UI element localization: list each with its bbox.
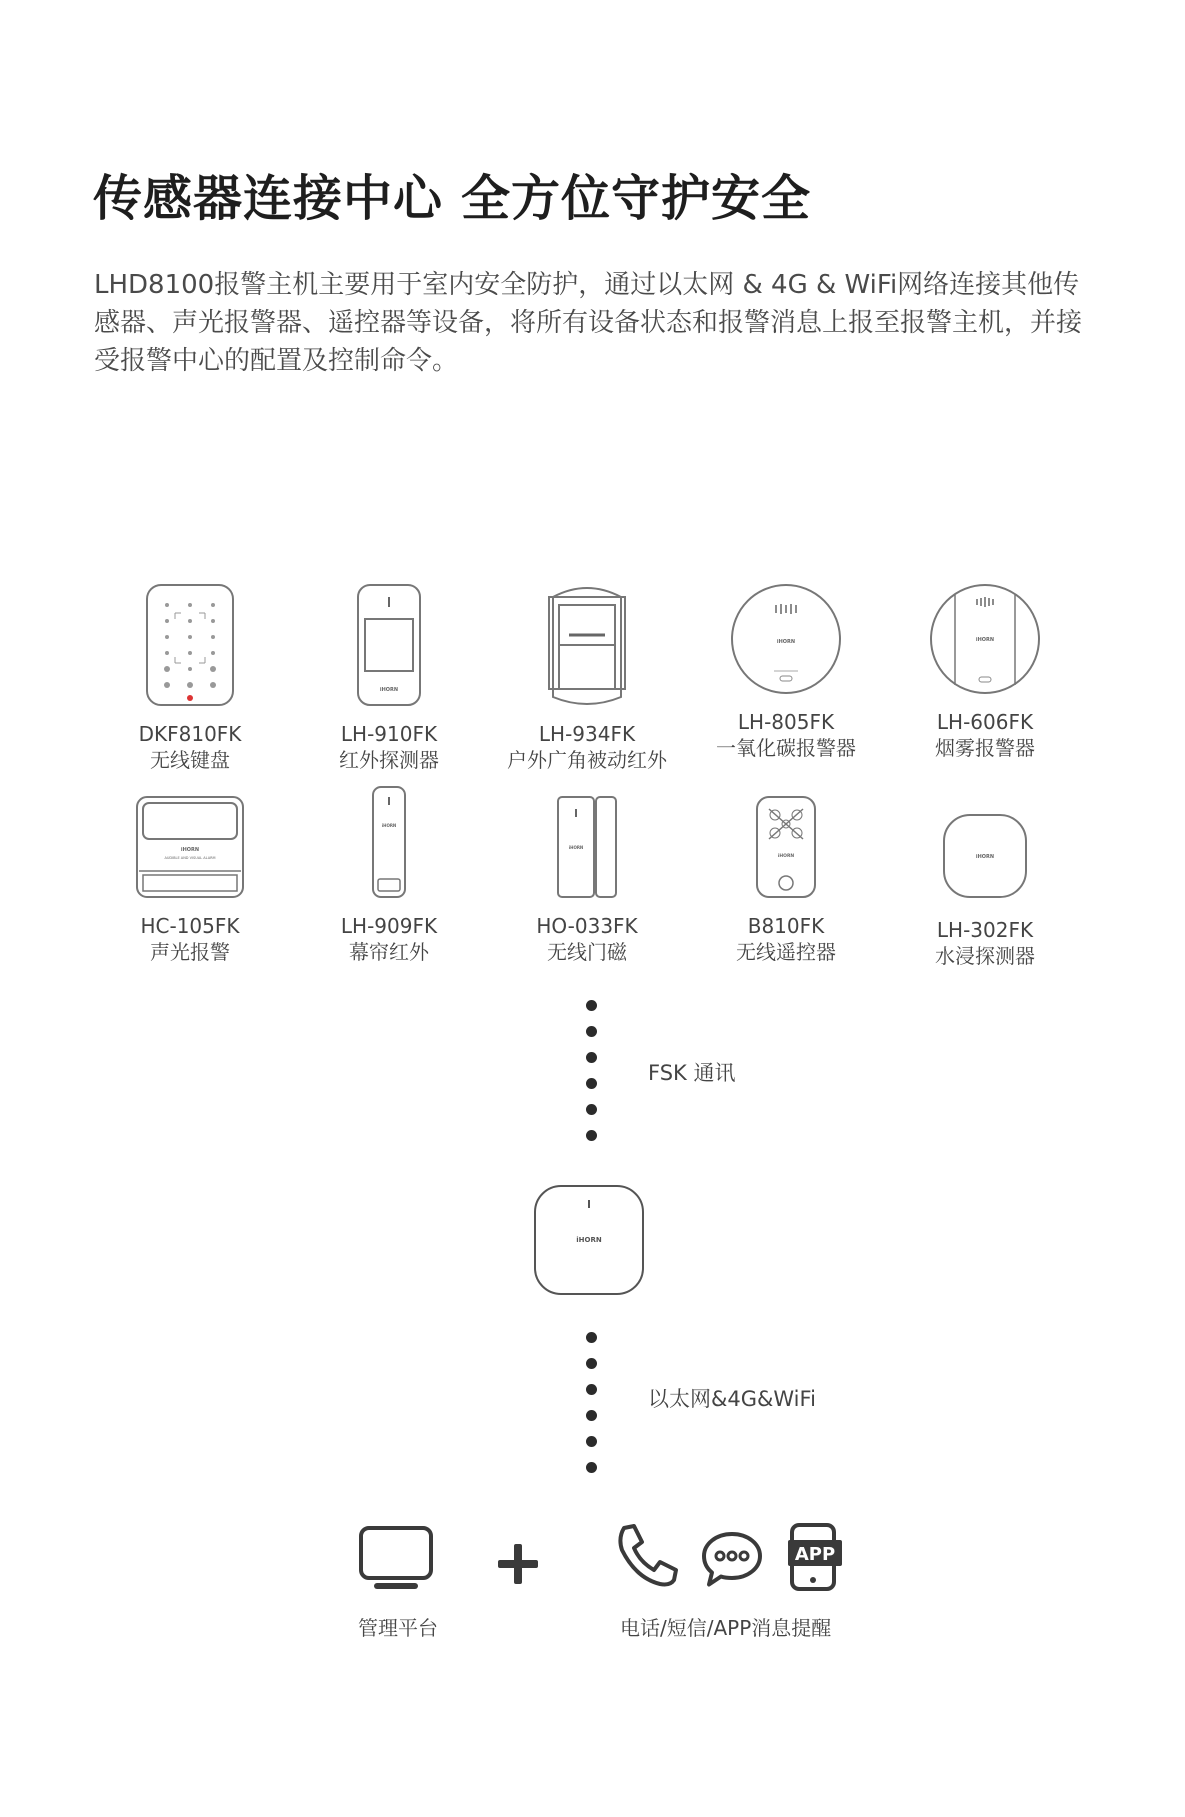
device-name: 红外探测器 [339, 748, 439, 772]
pir-detector-icon [356, 583, 422, 707]
device-siren [90, 795, 290, 965]
device-name: 烟雾报警器 [935, 736, 1035, 760]
connector-dot [586, 1462, 597, 1473]
device-water-leak [885, 813, 1085, 969]
brand-label: iHORN [777, 854, 795, 859]
device-curtain-pir [289, 785, 489, 965]
siren-icon [135, 795, 245, 899]
brand-label: iHORN [568, 845, 584, 850]
device-name: 幕帘红外 [349, 940, 429, 964]
smoke-alarm-icon [929, 583, 1041, 695]
network-connection-dots [586, 1332, 600, 1488]
network-label: 以太网&4G&WiFi [648, 1387, 816, 1411]
device-model: LH-934FK [538, 722, 636, 746]
device-model: LH-909FK [340, 914, 438, 938]
device-model: LH-606FK [936, 710, 1034, 734]
device-model: HO-033FK [536, 914, 638, 938]
device-model: DKF810FK [138, 722, 242, 746]
co-alarm-icon [730, 583, 842, 695]
connector-dot [586, 1078, 597, 1089]
siren-caption: AUDIBLE AND VISUAL ALARM [164, 856, 216, 860]
intro-paragraph: LHD8100报警主机主要用于室内安全防护，通过以太网 & 4G & WiFi网络连接其他传感器、声光报警器、遥控器等设备，将所有设备状态和报警消息上报至报警主机，并接受报警中心的配置及控制命令。 [94, 270, 1083, 376]
brand-label: iHORN [975, 637, 995, 643]
brand-label: iHORN [381, 823, 397, 828]
notify-label: 电话/短信/APP消息提醒 [620, 1616, 832, 1640]
device-model: HC-105FK [140, 914, 240, 938]
water-leak-icon [942, 813, 1028, 899]
device-co-alarm [686, 583, 886, 761]
connector-dot [586, 1026, 597, 1037]
curtain-pir-icon [371, 785, 407, 899]
device-model: LH-910FK [340, 722, 438, 746]
hub-brand: iHORN [576, 1236, 602, 1244]
fsk-label: FSK 通讯 [648, 1061, 736, 1085]
page-title: 传感器连接中心 全方位守护安全 [93, 170, 812, 227]
keypad-icon [145, 583, 235, 707]
device-door-contact [487, 795, 687, 965]
device-name: 无线键盘 [150, 748, 230, 772]
connector-dot [586, 1000, 597, 1011]
sms-icon [700, 1530, 764, 1594]
device-outdoor-pir [487, 583, 687, 773]
alarm-host-icon [533, 1184, 645, 1296]
device-remote [686, 795, 886, 965]
brand-label: iHORN [975, 854, 995, 860]
connector-dot [586, 1358, 597, 1369]
device-smoke-alarm [885, 583, 1085, 761]
device-name: 水浸探测器 [935, 944, 1035, 968]
brand-label: iHORN [776, 639, 796, 645]
app-badge: APP [794, 1544, 836, 1565]
phone-icon [610, 1522, 680, 1596]
monitor-icon [358, 1525, 434, 1597]
device-model: B810FK [747, 914, 825, 938]
device-name: 无线门磁 [547, 940, 627, 964]
brand-label: iHORN [180, 847, 200, 853]
door-contact-icon [556, 795, 618, 899]
device-model: LH-805FK [737, 710, 835, 734]
connector-dot [586, 1410, 597, 1421]
app-icon [788, 1522, 842, 1596]
connector-dot [586, 1052, 597, 1063]
connector-dot [586, 1332, 597, 1343]
remote-control-icon [755, 795, 817, 899]
device-keypad [90, 583, 290, 773]
plus-icon [496, 1542, 540, 1590]
platform-label: 管理平台 [358, 1616, 438, 1640]
connector-dot [586, 1104, 597, 1115]
connector-dot [586, 1130, 597, 1141]
device-name: 无线遥控器 [736, 940, 836, 964]
device-name: 户外广角被动红外 [507, 748, 667, 772]
device-name: 一氧化碳报警器 [716, 736, 856, 760]
connector-dot [586, 1384, 597, 1395]
device-model: LH-302FK [936, 918, 1034, 942]
connector-dot [586, 1436, 597, 1447]
alarm-host [533, 1184, 645, 1300]
device-name: 声光报警 [150, 940, 230, 964]
outdoor-pir-icon [547, 583, 627, 707]
brand-label: iHORN [379, 687, 399, 693]
fsk-connection-dots [586, 1000, 600, 1156]
device-pir [289, 583, 489, 773]
